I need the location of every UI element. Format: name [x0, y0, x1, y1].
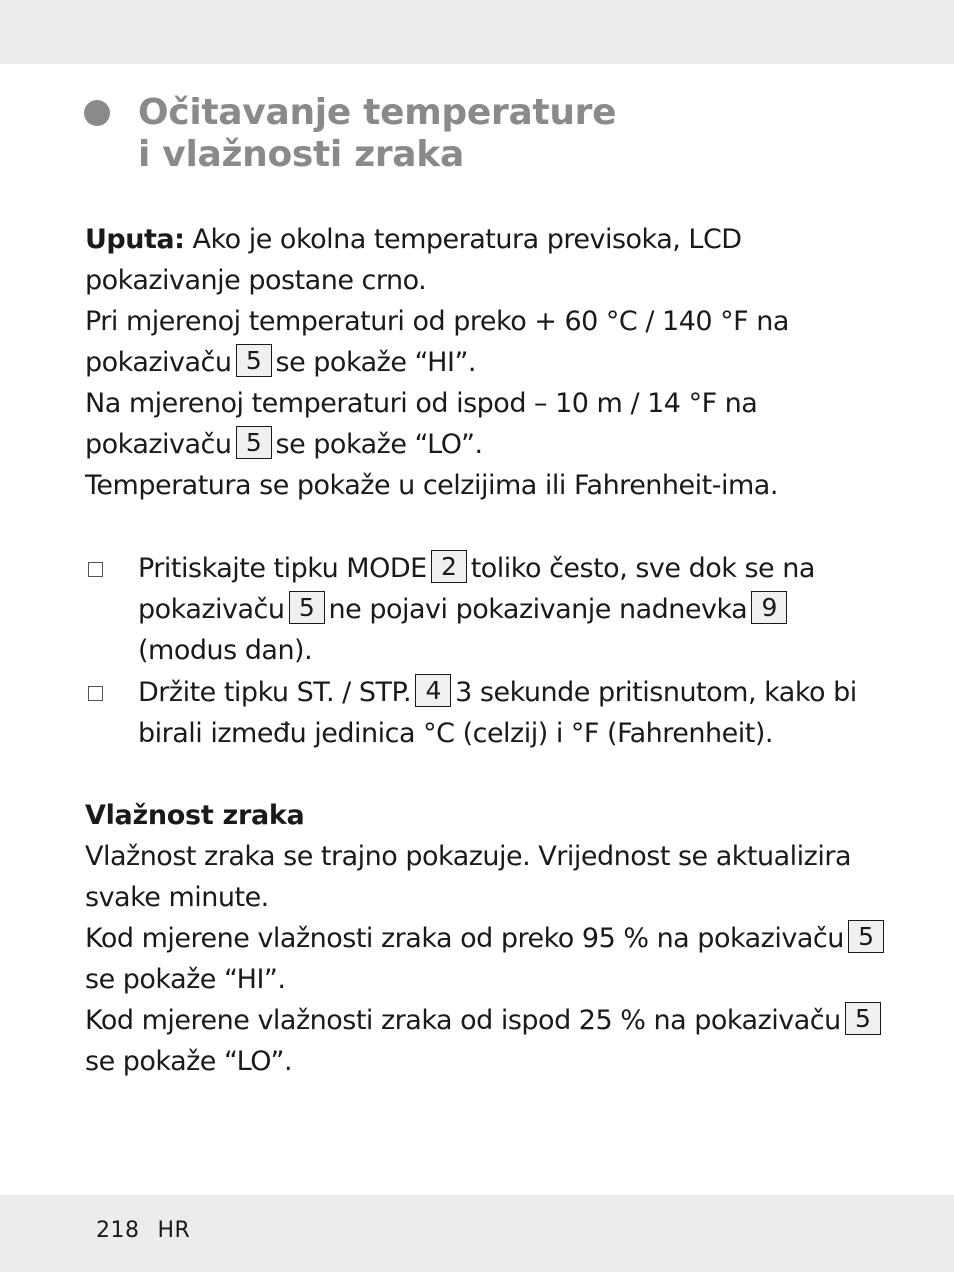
step-text: Držite tipku ST. / STP.	[138, 677, 412, 708]
step-text: Pritiskajte tipku MODE	[138, 553, 427, 584]
reference-number-box: 5	[236, 344, 272, 377]
page-footer	[96, 1218, 208, 1243]
note-label: Uputa:	[85, 224, 185, 255]
reference-number-box: 9	[751, 591, 787, 624]
step-text: toliko često, sve dok se na	[470, 553, 815, 584]
header-band	[0, 0, 954, 64]
note-text: Ako je okolna temperatura previsoka, LCD	[184, 224, 742, 255]
page-number: 218	[96, 1218, 140, 1243]
note-line: pokazivaču	[85, 429, 232, 460]
section-title-line1: Očitavanje temperature	[138, 92, 617, 133]
humidity-line: se pokaže “LO”.	[85, 1046, 293, 1077]
note-line: se pokaže “LO”.	[275, 429, 483, 460]
humidity-line: Vlažnost zraka se trajno pokazuje. Vrijednost se aktualizira	[85, 841, 851, 872]
humidity-line: Kod mjerene vlažnosti zraka od ispod 25 % na pokazivaču	[85, 1005, 841, 1036]
reference-number-box: 5	[845, 1002, 881, 1035]
step-text: 3 sekunde pritisnutom, kako bi	[455, 677, 857, 708]
note-line: Pri mjerenoj temperaturi od preko + 60 °C / 140 °F na	[85, 306, 789, 337]
humidity-paragraph	[85, 836, 875, 1082]
step-checkbox-icon	[88, 686, 103, 701]
reference-number-box: 5	[848, 920, 884, 953]
reference-number-box: 2	[431, 550, 467, 583]
note-line: se pokaže “HI”.	[275, 347, 477, 378]
step-text: (modus dan).	[138, 635, 313, 666]
humidity-line: se pokaže “HI”.	[85, 964, 286, 995]
reference-number-box: 5	[236, 426, 272, 459]
section-bullet-icon	[84, 100, 110, 126]
step-text: ne pojavi pokazivanje nadnevka	[328, 594, 748, 625]
note-line: Na mjerenoj temperaturi od ispod – 10 m / 14 °F na	[85, 388, 758, 419]
note-line: pokazivanje postane crno.	[85, 265, 427, 296]
language-code: HR	[157, 1218, 191, 1243]
section-title	[138, 92, 616, 176]
step-text: pokazivaču	[138, 594, 285, 625]
note-paragraph	[85, 219, 875, 506]
note-line: Temperatura se pokaže u celzijima ili Fahrenheit-ima.	[85, 470, 778, 501]
section-title-line2: i vlažnosti zraka	[138, 134, 464, 175]
step-checkbox-icon	[88, 562, 103, 577]
humidity-heading: Vlažnost zraka	[85, 800, 305, 831]
note-line: pokazivaču	[85, 347, 232, 378]
humidity-line: Kod mjerene vlažnosti zraka od preko 95 % na pokazivaču	[85, 923, 844, 954]
step-text: birali između jedinica °C (celzij) i °F (Fahrenheit).	[138, 718, 773, 749]
reference-number-box: 4	[415, 674, 451, 707]
humidity-line: svake minute.	[85, 882, 269, 913]
reference-number-box: 5	[289, 591, 325, 624]
